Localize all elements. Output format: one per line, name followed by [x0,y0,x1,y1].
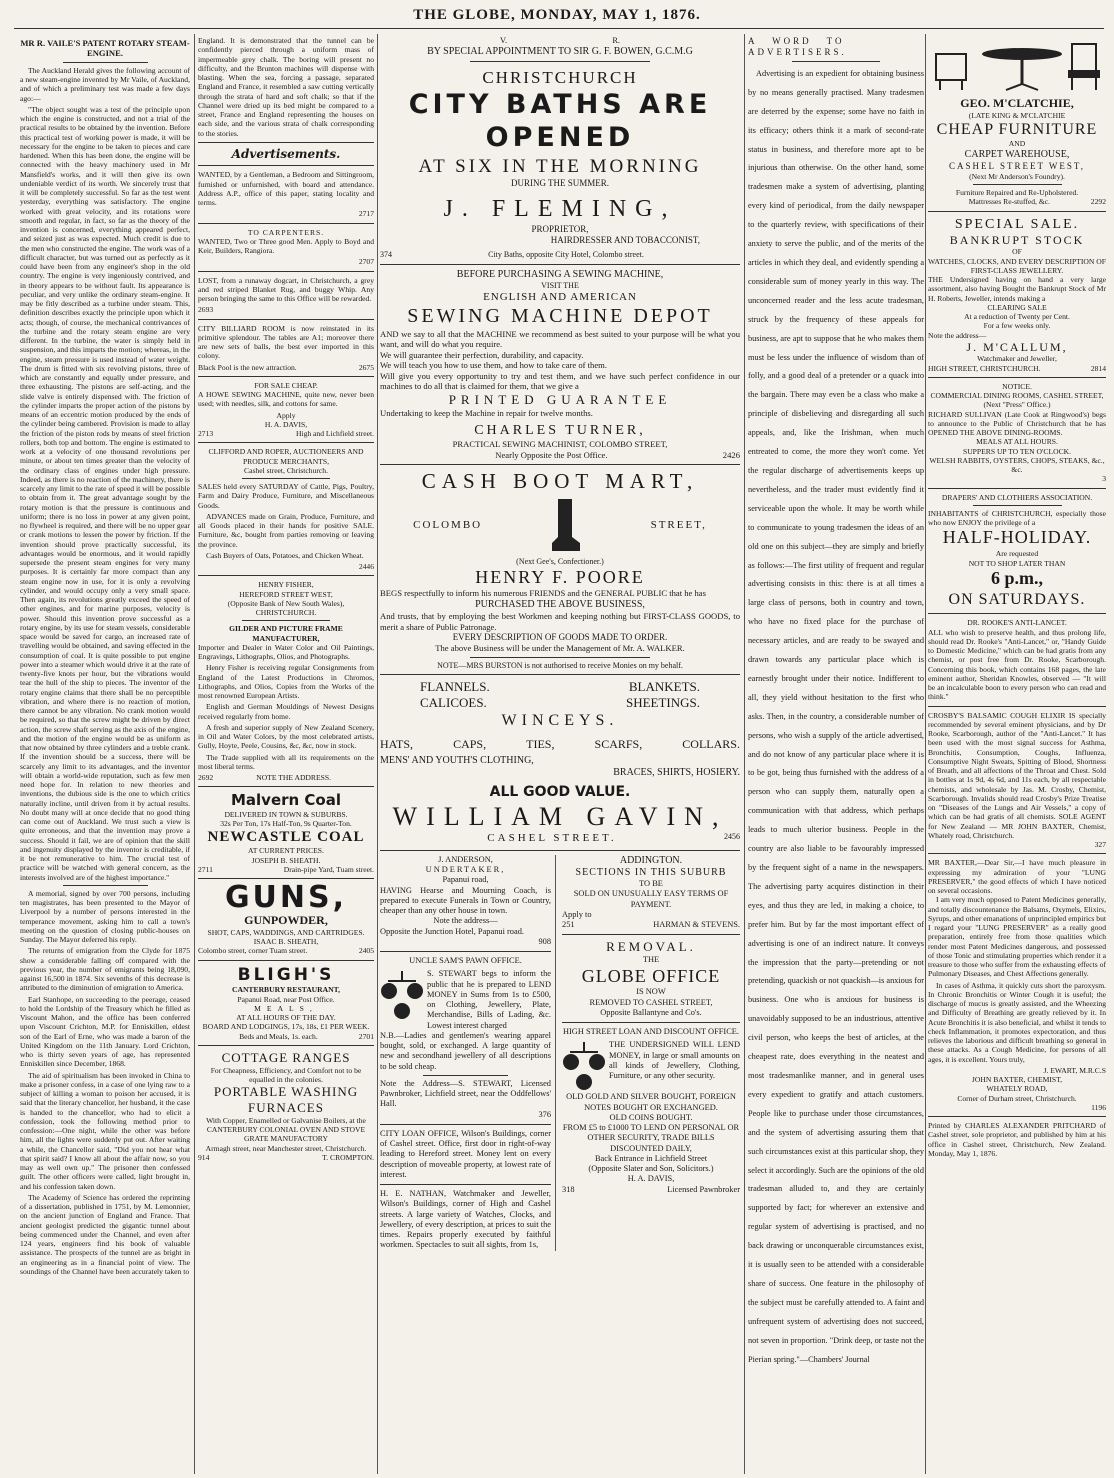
ad-text: The Trade supplied with all its requirements on the most liberal terms. [198,752,374,771]
divider [198,165,374,166]
ad-text: COLLARS. [682,736,740,751]
divider [198,142,374,143]
ad-address: Papanui Road, near Post Office. [237,994,335,1004]
ad-number: 2426 [722,449,740,460]
ad-name: J. EWART, M.R.C.S [1043,1065,1106,1075]
ad-heading: CARPET WAREHOUSE, [964,148,1070,160]
ad-text: MEALS, [254,1003,318,1013]
ad-number: 251 [562,920,575,930]
ad-heading: FOR SALE CHEAP. [254,380,318,390]
ad-address: HEREFORD STREET WEST, [239,589,333,599]
divider [63,62,148,63]
ad-text: NOTE—MRS BURSTON is not authorised to receive Monies on my behalf. [437,660,683,670]
article-paragraph: Earl Stanhope, on succeeding to the peerage, ceased to hold the Lordship of the Treasury which he filled as Viscount Mahon, and the office has been conferred upon Viscount Crichton, M.P. for Enniskillen, eldest son of the Earl of Erne, who was made a baron of the United Kingdom on the 11th January. Lord Crichton, who is thirty seven years of age, has represented Enniskillen since December, 1868. [20,994,190,1069]
ad-number: 908 [538,936,551,946]
ad-text: V. [500,36,508,45]
article-paragraph: The aid of spiritualism has been invoked in China to make a prisoner confess, in a case of one lying raw to a subject of killing a woman to poison her accused, it is said that the literary chancellor, her husband, it the case is handed to the chancellor, who had to elicit a confession, took the following method prior to confession:—One night, while the other was before him, all the lights were suddenly put out. After waiting a while, the Chancellor said, "Did you not hear what that spirit said? I know all about the affair now, so you may as well own up." The prisoner then confessed guilt. The other officers were called, light brought in, and his confession taken down. [20,1070,190,1191]
ad-name: HARMAN & STEVENS. [653,920,740,930]
ad-text: Back Entrance in Lichfield Street [594,1153,708,1163]
divider [380,951,551,952]
article-paragraph: "The object sought was a test of the principle upon which the engine is constructed, and not a trial of the practical results to be obtained by the invention. Before this practical test of working power is made, it will be necessary for the engine to be taken to pieces and care hardened. When this has been done, the engine will be connected with the heavy machinery used in Mr Mansfield's works, and it will then give its own undeniable verdict of its worth. We sincerely trust that it will be completely successful. So far as the test went yesterday, everything was satisfactory. The engine worked with great velocity, and its rotations were smooth and regular, in fact, so far as the theory of the invention is concerned, everything appeared perfect, and seized just as was expected. Much credit is due to the men who constructed the engine. The work was of a difficult character, but was turned out as perfectly as it could have been from any engineer's shop in the old country. The engine is very ingeniously contrived, and in theory appears to be without fault. Its appearance is peculiar, and very unlike the ordinary steam-engine. It may be fitly described as a turbine under steam. This, definition describes exactly the principle upon which it acts; though, of course, the mechanical contrivances of the turbine and the rotary steam engine are very different. In the turbine, the water is simply held in suspension, and this imparts the motion; whereas, in the engine, steam pressure is used instead of water weight. The drum is fitted with six revolving pistons, three of which are constantly and equally under pressure, and three exhausting. The pistons are self-acting, and the slide valve is entirely dispensed with. The friction of the cylinder imparts the proper action of the pistons by means of an eccentric motion produced by the ends of the cylinder being cambered. Provision is made to allay the friction of the piston rods by means of steel friction rollers, both top and bottom. The engine is estimated to work at a velocity of one thousand revolutions per minute, or about ten times greater than the velocity of the ordinary class of engines under high pressure. Indeed, as there is no reaction of the machinery, there is scarcely any limit to the rate of speed it will be possible to obtain from it. The great advantage sought by the rotary motion is that the pressure is continuous and uniform; there is no loss in power at any given point, no flywheel is required, and there will be no upper gear or crank motions to lessen the power by friction. If the invention should prove practically successful, its advantages would be enormous, and it would rapidly supersede the present steam engines for very many purposes. It is certainly far more compact than any steam engine now in use, for it is only a revolving cylinder, and would occupy only a very small space. Then again, its revolutions greatly exceed the speed of other engines, and for marine purposes, velocity is power. Should this invention prove successful as a rotary engine, by its use for steam vessels, considerable space would be saved for cargo, an increased rate of travelling would be obtained, and saving effected in the consumption of coal. It is quite possible to put engine power into a steamer which would drive it at the rate of twenty-five knots per hour, but the vibrations would tear the hull of the ship to pieces. The inventor of the rotary engine claims that there shall be no perceptible vibration, and where there is no reaction of motion, there cannot be any vibration. No crank motion would be required, so that the screw might be driven by direct action, the screw shaft serving as the axis of the engine, and the motion of the engine would be as uniform as that now obtained by three cylinders and a treble crank. If the invention should be a success, there will be scarcely any limit to its advantages, and the inventor will obtain a world-wide reputation, such as few men need hope for. In relation to new theories and inventions, the dubious side is the one to which critics naturally incline, until driven from it by actual results. No doubt many will at once decide that no good thing can come out of Auckland. We trust such a view is quite erroneous, and that the invention may prove a success. Should it fail, we are of opinion that the skill and ingenuity displayed by the inventor is creditable, if it be not remunerative to him. The crucial test of practice will be watched with general concern, as the interests involved are of the highest importance." [20,104,190,882]
ad-name: H. A. DAVIS, [627,1174,675,1184]
top-rule [14,28,1104,29]
ad-text: R. [612,36,620,45]
ad-text: Black Pool is the new attraction. [198,362,297,372]
ad-wanted: WANTED, by a Gentleman, a Bedroom and Sittingroom, furnished or unfurnished, with board and attendance. Address A.P., office of this paper, stating locality and terms. [198,170,374,208]
ad-text: VISIT THE [541,281,579,291]
ad-name: JOHN BAXTER, CHEMIST, [971,1075,1063,1085]
ad-heading: BANKRUPT STOCK [949,232,1085,247]
ad-number: 374 [380,250,392,260]
divider [470,61,650,62]
ad-address: Drain-pipe Yard, Tuam street. [283,864,374,874]
ad-number: 2446 [358,562,374,572]
ad-heading: COTTAGE RANGES [221,1049,351,1065]
ad-text: BLANKETS. [628,679,700,695]
ad-name: T. CROMPTON. [322,1152,374,1162]
divider [928,377,1106,378]
ad-number: 2707 [358,257,374,267]
divider [470,657,650,658]
column-5 [928,36,1106,1472]
divider [198,786,374,787]
ad-text: COLOMBO [413,519,483,532]
ad-text: BRACES, SHIRTS, HOSIERY. [613,767,740,779]
ad-heading: SECTIONS IN THIS SUBURB [575,866,727,878]
article-title: A WORD TO ADVERTISERS. [748,36,847,57]
column-rule [925,34,926,1474]
ad-text: (Opposite Slater and Son, Solicitors.) [588,1164,714,1174]
divider [198,223,374,224]
ad-heading: HALF-HOLIDAY. [942,527,1092,548]
ad-text: (Next Gee's, Confectioner.) [516,556,604,566]
ad-text: We will teach you how to use them, and how to take care of them. [380,360,607,371]
divider [198,271,374,272]
ad-text: ALL who wish to preserve health, and thus prolong life, should read Dr. Rooke's "Anti-Lancet," or, "Handy Guide to Domestic Medicine," which can be had gratis from any chemist, or post free from Dr. Rooke, Scarborough. Concerning this book, which contains 168 pages, the late eminent author, Sheridan Knowles, observed — "It will be an incalculable boon to every person who can read and think." [928,627,1106,702]
column-3 [380,36,740,1472]
divider [380,850,740,851]
divider [928,853,1106,854]
ad-text: I am very much opposed to Patent Medicines generally, and totally discountenance the Balsams, Oxymels, Elixirs, Syrups, and other emanations of unprincipled empirics but I regard your "LUNG PRESERVER" as a really good preparation, entirely free from those qualities which render most Patent Medicines dangerous, and possessed of those Tonic and stimulating properties which render it a treasure to those who suffer from the exhausting effects of Pulmonary Diseases, and Chest Affections generally. [928,895,1106,979]
ad-text: And trusts, that by employing the best Workmen and keeping nothing but FIRST-CLASS GOODS, to merit a share of Public Patronage. [380,611,740,632]
column-2 [198,36,374,1472]
ad-text: SHEETINGS. [625,695,700,711]
ad-text: With Copper, Enamelled or Galvanise Boilers, at the [206,1115,366,1125]
ad-address: HIGH STREET, CHRISTCHURCH. [928,363,1041,373]
ad-heading: HENRY F. POORE [475,566,645,587]
divider [562,1022,740,1023]
ad-heading: REMOVAL. [606,939,696,955]
divider [380,464,740,465]
ad-heading: GEO. M'CLATCHIE, [960,96,1074,110]
ad-text: OF [1012,247,1022,257]
ad-text: UNDERTAKER, [425,865,506,875]
ad-heading: CHARLES TURNER, [474,423,646,439]
ad-number: 2701 [358,1031,374,1041]
ad-number: 2292 [1090,197,1106,207]
ad-text: NOT TO SHOP LATER THAN [968,558,1066,568]
ad-heading: CHEAP FURNITURE [936,120,1098,138]
ad-heading: WINCEYS. [501,712,619,730]
divider [198,442,374,443]
ad-text: Cash Buyers of Oats, Potatoes, and Chicken Wheat. [206,550,364,560]
ad-text: Apply [276,410,296,420]
ad-number: 2692 [198,773,214,783]
pawnbroker-balls-icon [562,1040,606,1092]
ad-number: 2693 [198,305,214,315]
ad-text: CITY LOAN OFFICE, Wilson's Buildings, corner of Cashel street. Office, first door in right-of-way leading to Hereford street. Money lent on every description of moveable property, at lowest rate of interest. [380,1128,551,1179]
ad-heading: PORTABLE WASHING FURNACES [213,1084,359,1116]
ad-text: (Next "Press" Office.) [983,400,1051,410]
column-rule [194,34,195,1474]
ad-text: INHABITANTS of CHRISTCHURCH, especially those who now ENJOY the privilege of a [928,508,1106,528]
ad-address: Nearly Opposite the Post Office. [495,449,608,460]
divider [928,211,1106,212]
ad-heading: PURCHASED THE ABOVE BUSINESS, [475,598,645,610]
ad-number: 376 [538,1109,551,1119]
divider [198,960,374,961]
ad-text: Licensed Pawnbroker [667,1184,740,1194]
ad-text: For a few weeks only. [983,321,1051,331]
column-1 [20,36,190,1472]
ad-number: 327 [1094,840,1106,850]
ad-text: Note the address— [928,330,987,340]
column-rule [377,34,378,1474]
divider [198,878,374,879]
furniture-illustration-icon [932,40,1102,92]
ad-text: CALICOES. [420,695,487,711]
imprint: Printed by CHARLES ALEXANDER PRITCHARD of Cashel street, sole proprietor, and published by him at his office in Cashel street, Christchurch, New Zealand. Monday, May 1, 1876. [928,1121,1106,1158]
ad-text: HATS, [380,736,414,751]
ad-text: HAVING Hearse and Mourning Coach, is prepared to execute Funerals in Town or Country, cheaper than any other house in town. [380,885,551,916]
divider [792,61,880,62]
ad-heading: SPECIAL SALE. [954,216,1080,232]
ad-text: FROM £5 to £1000 TO LEND ON PERSONAL OR OTHER SECURITY, TRADE BILLS DISCOUNTED DAILY, [562,1123,740,1153]
ad-text: Mattresses Re-stuffed, &c. [968,197,1051,207]
ad-billiard: CITY BILLIARD ROOM is now reinstated in its primitive splendour. The tables are A1; moreover there are new sets of balls, the best ever imported in this colony. [198,323,374,361]
ad-text: STREET, [650,519,707,532]
ad-text: BOARD AND LODGINGS, 17s, 18s, £1 PER WEEK. [202,1022,370,1032]
ad-text: PROPRIETOR, [531,224,589,235]
ad-heading: ADDINGTON. [619,854,683,866]
ad-text: SUPPERS UP TO TEN O'CLOCK. [962,446,1072,456]
ad-address: CASHEL STREET. [487,832,617,845]
ad-text: Beds and Meals, 1s. each. [239,1031,318,1041]
ad-heading: DR. ROOKE'S ANTI-LANCET. [967,618,1067,628]
ad-text: SALES held every SATURDAY of Cattle, Pigs, Poultry, Farm and Dairy Produce, Furniture, and Miscellaneous Goods. [198,482,374,510]
ad-text: (Next Mr Anderson's Foundry). [969,171,1065,181]
ad-address: Armagh street, near Manchester street, Christchurch. [205,1143,367,1153]
ad-text: DELIVERED IN TOWN & SUBURBS. [224,809,348,819]
ad-heading: GUNPOWDER, [244,913,328,928]
ad-text: CANTERBURY COLONIAL OVEN AND STOVE GRATE MANUFACTORY [206,1125,366,1144]
ad-heading: ALL GOOD VALUE. [489,783,631,800]
ad-address: Corner of Durham street, Christchurch. [957,1093,1077,1103]
divider [198,376,374,377]
ad-text: THE UNDERSIGNED WILL LEND MONEY, in large or small amounts on all kinds of Jewellery, Clothing, Furniture, or any other security. [609,1040,740,1081]
ad-heading: HIGH STREET LOAN AND DISCOUNT OFFICE. [562,1027,740,1037]
ad-text: AT CURRENT PRICES. [248,846,324,856]
ad-carpenters: WANTED, Two or Three good Men. Apply to Boyd and Keir, Builders, Rangiora. [198,236,374,256]
divider [198,1045,374,1046]
ad-text: Watchmaker and Jeweller, [977,354,1057,364]
ad-text: Furniture Repaired and Re-Upholstered. [955,188,1079,198]
ad-howe: A HOWE SEWING MACHINE, quite new, never been used; with needles, silk, and cottons for same. [198,390,374,409]
ad-text: Note the address— [433,916,498,926]
article-paragraph: Advertising is an expedient for obtaining business by no means generally practised. Many tradesmen are deterred by the expense; some have no faith in its efficacy; others think it a mark of second-rate status in business, and therefore more apt to be injurious than otherwise. On the other hand, some tradesmen make a system of advertising, planting every kind of periodical, from the daily newspaper to the quarterly review, with specifications of their anxiety to serve the public, and of the merits of the articles in which they deal, and evidently spending a considerable sum of money yearly in this way. The unconcerned reader and the less acute tradesman, struck by the frequency of these appeals for business, are apt to suppose that he who makes them must be less under the influence of wisdom than of folly, and a good deal of a pretender or a quack into the bargain. There may even be a class who make a principle of disbelieving and disregarding all such appeals, and, like the Irishman, when much entreated to come, the more they won't come. Yet the regular discharge of advertisements keeps up nevertheless, and the trader must evidently find it serviceable upon the whole. It may be worth while to communicate to young tradesmen the ideas of an old one on this subject—they are simply and briefly as follows:—The first utility of frequent and regular advertising consists in this: there is at all times a large class of persons, both in country and town, who have no fixed place for the purchase of necessary articles, and are ready to be swayed and drawn towards any particular place which is earnestly brought under their notice. Indifferent to all, they yield without hesitation to the first who asks. Then, in the country, a considerable number of persons, who wish a supply of the article advertised, and do not know of any particular place where it is to be got, being thus furnished with the address of a person who can supply them, naturally open a communication with that address, which perhaps leads to much ulterior business. People in the country are also liable to be favourably impressed by the frequent sight of a name in the newspapers. The advertising party acquires distinction in their eyes, and thus they are led, in making a choice, to prefer him. But by far the most important effect of advertising is one of an indirect nature. It conveys the impression that the party—pretending or not pretending, quackish or not quackish—is anxious for business. One who is anxious for business is unavoidably supposed to be an industrious, attentive civil person, who keeps the best of articles, at the cheapest rate, does everything in the neatest and most tradesmanlike manner, and in general uses every expedient to gratify and attach customers. People like to purchase under those circumstances, and the system of advertising assuring them that such circumstances exist at this particular shop, they select it accordingly. Such are the opinions of the old tradesman alluded to, and they are certainly supported by fact; for wherever an extensive and regular system of advertising is practised, and no back drawing or unconquerable circumstances exist, it is usually seen to be attended with a considerable share of success. One feature in the philosophy of the subject must be carefully attended to. A faint and unfrequent system of advertising does not succeed, not seven in proportion. "Drink deep, or taste not the Pierian spring."—Chambers' Journal [748,68,924,1364]
divider [928,488,1106,489]
ad-text: S. STEWART begs to inform the public that he is prepared to LEND MONEY in Sums from 1s to £500, on Clothing, Jewellery, Plate, Merchandise, Bills of Lading, &c. Lowest interest charged [427,969,551,1030]
ad-text: SHOT, CAPS, WADDINGS, AND CARTRIDGES. [207,927,365,937]
ad-text: Will give you every opportunity to try and test them, and we have such perfect confidence in our machines to do all that is claimed for them, that we give a [380,370,740,392]
ad-text: (LATE KING & M'CLATCHIE [968,110,1066,120]
ad-text: PRACTICAL SEWING MACHINIST, COLOMBO STREET, [452,439,668,450]
masthead: THE GLOBE, MONDAY, MAY 1, 1876. [413,7,701,23]
ad-number: 3 [1102,474,1106,484]
ad-text: MEALS AT ALL HOURS. [976,437,1058,447]
ad-heading: CANTERBURY RESTAURANT, [231,985,341,995]
ad-text: CAPS, [453,736,487,751]
ad-heading: CITY BATHS ARE OPENED [408,89,712,154]
divider [380,674,740,675]
ad-text: MR BAXTER,—Dear Sir,—I have much pleasure in expressing my admiration of your "LUNG PRESERVER," the good effects of which I have noticed on several occasions. [928,858,1106,896]
ad-text: Henry Fisher is receiving regular Consignments from England of the Latest Productions in Chromos, Lithographs, and Olios, Copies from the Works of the most renowned European Artists. [198,663,374,701]
ad-heading: PRINTED GUARANTEE [448,391,672,407]
divider [562,934,740,935]
ad-text: A fresh and superior supply of New Zealand Scenery, in Oil and Water Colors, by the most celebrated artists, Gully, Hoyte, Peele, Cousins, &c, &c, now in stock. [198,722,374,751]
article-paragraph: The returns of emigration from the Clyde for 1875 show a considerable falling off compared with the previous year, the number of emigrants being 18,090, against 16,500 in 1874. Six sevenths of this decrease is attributed to the diminution of emigration to America. [20,946,190,993]
ad-text: SCARFS, [594,736,643,751]
ad-heading: NOTICE. [1002,381,1032,391]
ad-text: WATCHES, CLOCKS, AND EVERY DESCRIPTION OF FIRST-CLASS JEWELLERY. [928,256,1106,275]
ad-text: CLEARING SALE [987,302,1047,312]
ad-text: Note the Address—S. STEWART, Licensed Pawnbroker, Lichfield street, near the Oddfellows' Hall. [380,1078,551,1109]
ad-heading: CLIFFORD AND ROPER, AUCTIONEERS AND PRODUCE MERCHANTS, [208,447,364,466]
ad-name: HENRY FISHER, [258,580,314,590]
article-paragraph: The Academy of Science has ordered the reprinting of a dissertation, published in 1751, by M. Lemonnier, on the ancient junction of England and France. That ancient geologist predicted the gigantic tunnel about being commenced under the Channel, and even after 124 years, engineers find his book of valuable assistance. The prospects of the tunnel are as bright in an engineering as in a financial point of view. The soundings of the Channel have been accurately taken to [20,1192,190,1276]
ad-number: 1196 [1091,1102,1106,1112]
advertisements-heading: Advertisements. [231,146,341,161]
ad-address: Opposite the Junction Hotel, Papanui road. [380,926,524,936]
ad-heading: AT SIX IN THE MORNING [418,156,702,178]
ad-text: EVERY DESCRIPTION OF GOODS MADE TO ORDER. [452,632,668,643]
divider [380,1124,551,1125]
ad-name: J. M'CALLUM, [966,339,1068,354]
ad-number: 2814 [1090,363,1106,373]
divider [928,706,1106,707]
ad-text: At a reduction of Twenty per Cent. [964,312,1070,321]
ad-address: WHATELY ROAD, [986,1084,1048,1094]
ad-text: MENS' AND YOUTH'S CLOTHING, [380,755,534,767]
ad-address: CASHEL STREET WEST, [949,160,1085,171]
ad-text: REMOVED TO CASHEL STREET, [589,997,713,1007]
ad-text: Undertaking to keep the Machine in repair for twelve months. [380,407,593,418]
divider [423,1075,509,1076]
ad-heading: 6 p.m., [990,567,1043,588]
divider [928,1116,1106,1117]
article-title: MR R. VAILE'S PATENT ROTARY STEAM-ENGINE. [20,38,190,59]
ad-text: DURING THE SUMMER. [510,178,610,189]
divider [242,478,330,479]
ad-heading: GILDER AND PICTURE FRAME MANUFACTURER, [229,624,343,643]
ad-lost: LOST, from a runaway dogcart, in Christchurch, a grey and red striped Blanket Rug, and buggy Whip. Any person bringing the same to this Office will be rewarded. [198,275,374,304]
ad-address: (Opposite Bank of New South Wales), CHRISTCHURCH. [227,598,345,618]
ad-text: N.B.—Ladies and gentlemen's wearing apparel bought, sold, or exchanged. A large quantity of new and secondhand jewellery of all descriptions to be sold cheap. [380,1030,551,1071]
divider [380,1184,551,1185]
ad-text: TO BE [639,879,663,889]
ad-text: OLD GOLD AND SILVER BOUGHT, FOREIGN NOTES BOUGHT OR EXCHANGED. [566,1092,736,1112]
article-paragraph: A memorial, signed by over 700 persons, including ten magistrates, has been presented to the Mayor of Liverpool by a number of persons interested in the temperance movement, asking him to call a town's meeting on the question of closing public-houses on Sunday. The Mayor deferred his reply. [20,888,190,945]
ad-heading: SEWING MACHINE DEPOT [407,305,713,328]
ad-text: The above Business will be under the Management of Mr. A. WALKER. [435,643,685,654]
ad-heading: ON SATURDAYS. [948,590,1086,608]
ad-number: 2713 [198,429,214,439]
ad-name: JOSEPH B. SHEATH. [251,855,321,865]
ad-text: H. E. NATHAN, Watchmaker and Jeweller, Wilson's Buildings, corner of High and Cashel streets. A large variety of Watches, Clocks, and Jewellery, of every description, at prices to suit the times. Repairs properly executed by faithful workmen. Spectacles to suit all sights, from 1s, [380,1189,551,1250]
divider [380,264,740,265]
ad-text: For Cheapness, Efficiency, and Comfort not to be equalled in the colonies. [210,1065,362,1084]
column-4 [748,36,924,1472]
divider [928,613,1106,614]
ad-text: THE [642,955,660,965]
ad-name: J. ANDERSON, [438,854,493,864]
ad-heading: CHRISTCHURCH [482,68,638,88]
ad-text: In cases of Asthma, it quickly cuts short the paroxysm. In Chronic Bronchitis or Winter Cough it is useful; the discharge of mucus is greatly assisted, and the Wheezing and Difficulty of Breathing are greatly relieved by it. In Acute Bronchitis it is also beneficial, and whilst it tends to check Inflammation, it promotes expectoration, and thus relieves the laborious and difficult breathing so general in these attacks. As a Cough Medicine, for persons of all ages, it is excellent. Yours truly, [928,980,1106,1064]
ad-text: Apply to [562,909,592,919]
ad-text: ADVANCES made on Grain, Produce, Furniture, and all Goods placed in their hands for positive SALE. Furniture, &c, bought from parties removing or leaving the province. [198,511,374,549]
ad-heading: CASH BOOT MART, [421,469,699,494]
ad-heading: DRAPERS' AND CLOTHIERS ASSOCIATION. [941,492,1093,502]
ad-text: FLANNELS. [420,679,490,695]
ad-heading: BLIGH'S [237,964,335,985]
ad-number: 318 [562,1184,575,1194]
divider [198,575,374,576]
ad-text: English and German Mouldings of Newest Designs received regularly from home. [198,702,374,721]
ad-text: THE Undersigned having on hand a very large assortment, also having Bought the Bankrupt Stock of Mr H. Roberts, Jeweller, intends making a [928,275,1106,303]
ad-text: BY SPECIAL APPOINTMENT TO SIR G. F. BOWEN, G.C.M.G [427,46,693,58]
ad-number: 2456 [723,832,740,842]
ad-heading: GLOBE OFFICE [581,965,721,986]
ad-text: AT ALL HOURS OF THE DAY. [236,1013,336,1023]
ad-text: IS NOW [636,987,666,997]
article-paragraph: The Auckland Herald gives the following account of a new steam-engine invented by Mr Vaile, of Auckland, and of which a preliminary test was made a few days ago:— [20,65,190,103]
ad-heading: Malvern Coal [230,791,342,810]
ad-address: Opposite Ballantyne and Co's. [600,1007,702,1017]
ad-heading: COMMERCIAL DINING ROOMS, CASHEL STREET, [930,391,1104,401]
ad-text: HAIRDRESSER AND TOBACCONIST, [550,235,700,246]
ad-text: Importer and Dealer in Water Color and Oil Paintings, Engravings, Lithographs, Olios, and Photographs. [198,642,374,662]
ad-number: 2717 [358,209,374,219]
divider [973,505,1062,506]
ad-address: Papanui road, [442,875,489,885]
ad-number: 2405 [358,946,374,956]
ad-text: AND we say to all that the MACHINE we recommend as best suited to your purpose will be what you want, and will do what you require. [380,328,740,350]
ad-heading: J. FLEMING, [443,196,677,223]
ad-address: Colombo street, corner Tuam street. [198,946,308,956]
ad-heading: WILLIAM GAVIN, [392,801,728,831]
ad-name: ISAAC B. SHEATH, [253,937,319,947]
column-rule [744,34,745,1474]
ad-text: RICHARD SULLIVAN (Late Cook at Ringwood's) begs to announce to the Public of Christchurch that he has OPENED THE ABOVE DINING-ROOMS. [928,409,1106,438]
ad-heading: ENGLISH AND AMERICAN [483,291,637,304]
ad-number: 914 [198,1152,210,1162]
ad-address: High and Lichfield street. [295,429,374,439]
ad-text: Are requested [995,549,1039,559]
ad-address: Cashel street, Christchurch. [244,465,328,475]
ad-text: We will guarantee their perfection, durability, and capacity. [380,349,584,360]
article-continuation: England. It is demonstrated that the tunnel can be confidently pierced through a uniform mass of impermeable grey chalk. The boring will present no difficulty, and the Brunton machines will dispense with blasting. When the sea, forcing a passage, separated England and France, it resembled a saw cutting vertically through the strata of hard and soft chalk; so that if the Channel were dried up its bed might be compared to a street, France and England representing the houses on each side, and the various strata of chalk corresponding to the stories. [198,36,374,138]
ad-text: BEGS respectfully to inform his numerous FRIENDS and the GENERAL PUBLIC that he has [380,588,706,599]
ad-text: NOTE THE ADDRESS. [256,773,331,783]
ad-heading: NEWCASTLE COAL [207,829,365,846]
divider [973,184,1062,185]
ad-number: 2711 [198,864,213,874]
ad-text: CROSBY'S BALSAMIC COUGH ELIXIR IS specially recommended by several eminent physicians, and by Dr Rooke, Scarborough, author of the "Anti-Lancet." It has been used with the most signal success for Asthma, Bronchitis, Consumption, Coughs, Influenza, Consumptive Night Sweats, Spitting of Blood, Shortness of Breath, and all affections of the Throat and Chest. Sold in bottles at 1s 9d, 4s 6d, and 11s each, by all respectable chemists, and wholesale by Jas. M. Crosby, Chemist, Scarborough. Invalids should read Crosby's Prize Treatise on "Diseases of the Lungs and Air Vessels," a copy of which can be had gratis of all chemists. SOLE AGENT for New Zealand — MR JOHN BAXTER, Chemist, Whately road, Christchurch. [928,710,1106,840]
ad-heading: TO CARPENTERS. [247,227,325,237]
divider [242,620,330,621]
ad-name: H. A. DAVIS, [264,419,308,429]
divider [198,319,374,320]
boot-icon [548,497,584,555]
ad-address: City Baths, opposite City Hotel, Colombo street. [488,250,644,260]
ad-text: BEFORE PURCHASING A SEWING MACHINE, [456,269,664,281]
divider [63,885,148,886]
ad-text: WELSH RABBITS, OYSTERS, CHOPS, STEAKS, &c., &c. [929,455,1105,475]
pawnbroker-balls-icon [380,969,424,1021]
ad-text: TIES, [526,736,555,751]
ad-heading: UNCLE SAM'S PAWN OFFICE. [409,956,522,966]
ad-number: 2675 [358,362,374,372]
ad-heading: GUNS, [224,880,348,916]
ad-text: OLD COINS BOUGHT. [609,1112,693,1122]
ad-text: AND [1008,139,1026,149]
ad-text: SOLD ON UNUSUALLY EASY TERMS OF PAYMENT. [573,889,729,909]
ad-text: 32s Per Ton, 17s Half-Ton, 9s Quarter-Ton. [220,818,352,828]
